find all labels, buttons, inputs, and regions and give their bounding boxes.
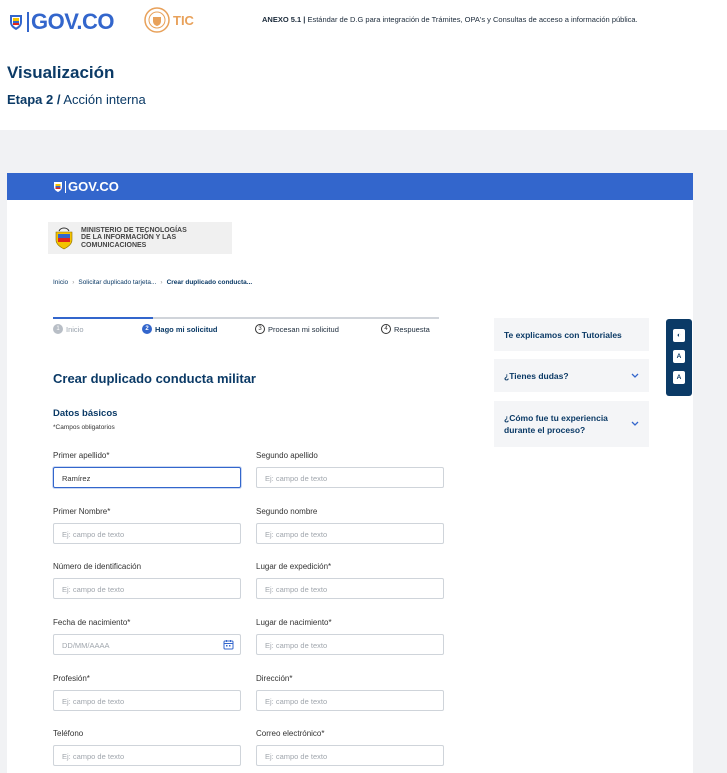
annex-caption: ANEXO 5.1 | Estándar de D.G para integración de Trámites, OPA's y Consultas de acceso a información pública.	[262, 15, 638, 24]
field-correo	[256, 729, 444, 766]
contrast-button[interactable]: ◐	[673, 329, 685, 342]
field-label: Correo electrónico*	[256, 729, 325, 738]
profesion-input[interactable]: Ej: campo de texto	[53, 690, 241, 711]
chevron-down-icon	[631, 373, 639, 379]
field-profesion	[53, 674, 241, 711]
logo-divider	[27, 12, 29, 32]
field-numero-identificacion	[53, 562, 241, 599]
lugar-expedicion-input[interactable]: Ej: campo de texto	[256, 578, 444, 599]
mintic-logo	[143, 6, 194, 34]
colombia-shield-icon	[53, 181, 63, 193]
primer-apellido-input[interactable]: Ramírez	[53, 467, 241, 488]
step-label: Inicio	[66, 324, 84, 334]
stepper-progress-line	[53, 317, 153, 319]
field-fecha-nacimiento	[53, 618, 241, 655]
breadcrumb	[53, 279, 252, 286]
field-direccion	[256, 674, 444, 711]
field-label: Segundo nombre	[256, 507, 318, 516]
step-label: Respuesta	[394, 324, 430, 334]
correo-input[interactable]: Ej: campo de texto	[256, 745, 444, 766]
field-label: Lugar de expedición*	[256, 562, 332, 571]
breadcrumb-item-solicitar[interactable]: Solicitar duplicado tarjeta...	[78, 279, 157, 286]
form-title: Crear duplicado conducta militar	[53, 371, 256, 386]
field-label: Lugar de nacimiento*	[256, 618, 332, 627]
required-note: *Campos obligatorios	[53, 424, 115, 431]
chevron-right-icon: ›	[160, 279, 163, 286]
step-procesan-solicitud	[255, 324, 339, 334]
section-title: Datos básicos	[53, 408, 118, 419]
chevron-down-icon	[631, 421, 639, 427]
accessibility-bar	[666, 319, 692, 396]
progress-stepper	[53, 317, 439, 337]
fecha-nacimiento-input[interactable]	[53, 634, 241, 655]
field-label: Primer apellido*	[53, 451, 110, 460]
field-label: Dirección*	[256, 674, 293, 683]
govco-bar-logo-text: GOV.CO	[68, 179, 119, 194]
step-respuesta	[381, 324, 430, 334]
font-increase-button[interactable]: A	[673, 371, 685, 384]
field-lugar-nacimiento	[256, 618, 444, 655]
field-primer-nombre	[53, 507, 241, 544]
field-label: Teléfono	[53, 729, 84, 738]
page-subtitle: Etapa 2 / Acción interna	[7, 92, 146, 107]
field-primer-apellido	[53, 451, 241, 488]
govco-bar-logo[interactable]	[53, 179, 119, 194]
colombia-shield-icon	[8, 13, 24, 31]
breadcrumb-item-current: Crear duplicado conducta...	[166, 279, 253, 286]
breadcrumb-item-inicio[interactable]: Inicio	[53, 279, 69, 286]
field-telefono	[53, 729, 241, 766]
stepper-track-line	[153, 317, 439, 319]
national-coat-of-arms-icon	[53, 226, 75, 250]
logo-divider	[65, 181, 66, 193]
field-label: Profesión*	[53, 674, 90, 683]
tutorials-label: Te explicamos con Tutoriales	[504, 329, 622, 340]
field-label: Fecha de nacimiento*	[53, 618, 131, 627]
govco-logo[interactable]	[8, 9, 114, 35]
segundo-apellido-input[interactable]: Ej: campo de texto	[256, 467, 444, 488]
step-number: 1	[53, 324, 63, 334]
page-title: Visualización	[7, 63, 115, 82]
ministry-logo[interactable]	[48, 222, 232, 254]
date-placeholder: DD/MM/AAAA	[62, 641, 110, 650]
chevron-right-icon: ›	[72, 279, 75, 286]
font-decrease-button[interactable]: A	[673, 350, 685, 363]
step-number: 3	[255, 324, 265, 334]
field-label: Primer Nombre*	[53, 507, 111, 516]
telefono-input[interactable]: Ej: campo de texto	[53, 745, 241, 766]
lugar-nacimiento-input[interactable]: Ej: campo de texto	[256, 634, 444, 655]
step-number: 2	[142, 324, 152, 334]
primer-nombre-input[interactable]: Ej: campo de texto	[53, 523, 241, 544]
doubts-label: ¿Tienes dudas?	[504, 370, 569, 381]
experience-label: ¿Cómo fue tu experiencia durante el proceso?	[504, 413, 608, 435]
step-number: 4	[381, 324, 391, 334]
experience-accordion[interactable]	[494, 401, 649, 447]
document-header	[0, 0, 727, 130]
step-label: Procesan mi solicitud	[268, 324, 339, 334]
field-segundo-apellido	[256, 451, 444, 488]
direccion-input[interactable]: Ej: campo de texto	[256, 690, 444, 711]
numero-identificacion-input[interactable]: Ej: campo de texto	[53, 578, 241, 599]
field-lugar-expedicion	[256, 562, 444, 599]
govco-logo-text: GOV.CO	[31, 9, 114, 34]
segundo-nombre-input[interactable]: Ej: campo de texto	[256, 523, 444, 544]
field-label: Segundo apellido	[256, 451, 318, 460]
govco-top-bar	[7, 173, 693, 200]
calendar-icon[interactable]	[223, 639, 234, 650]
step-hago-solicitud[interactable]	[142, 324, 218, 334]
tutorials-card[interactable]	[494, 318, 649, 351]
step-inicio[interactable]	[53, 324, 84, 334]
step-label: Hago mi solicitud	[155, 324, 218, 334]
site-mockup	[7, 173, 693, 773]
field-segundo-nombre	[256, 507, 444, 544]
tic-seal-icon	[143, 6, 171, 34]
doubts-accordion[interactable]	[494, 359, 649, 392]
field-label: Número de identificación	[53, 562, 142, 571]
tic-label: TIC	[173, 12, 194, 28]
ministry-name: MINISTERIO DE TECNOLOGÍAS DE LA INFORMACIÓN Y LAS COMUNICACIONES	[81, 226, 187, 249]
